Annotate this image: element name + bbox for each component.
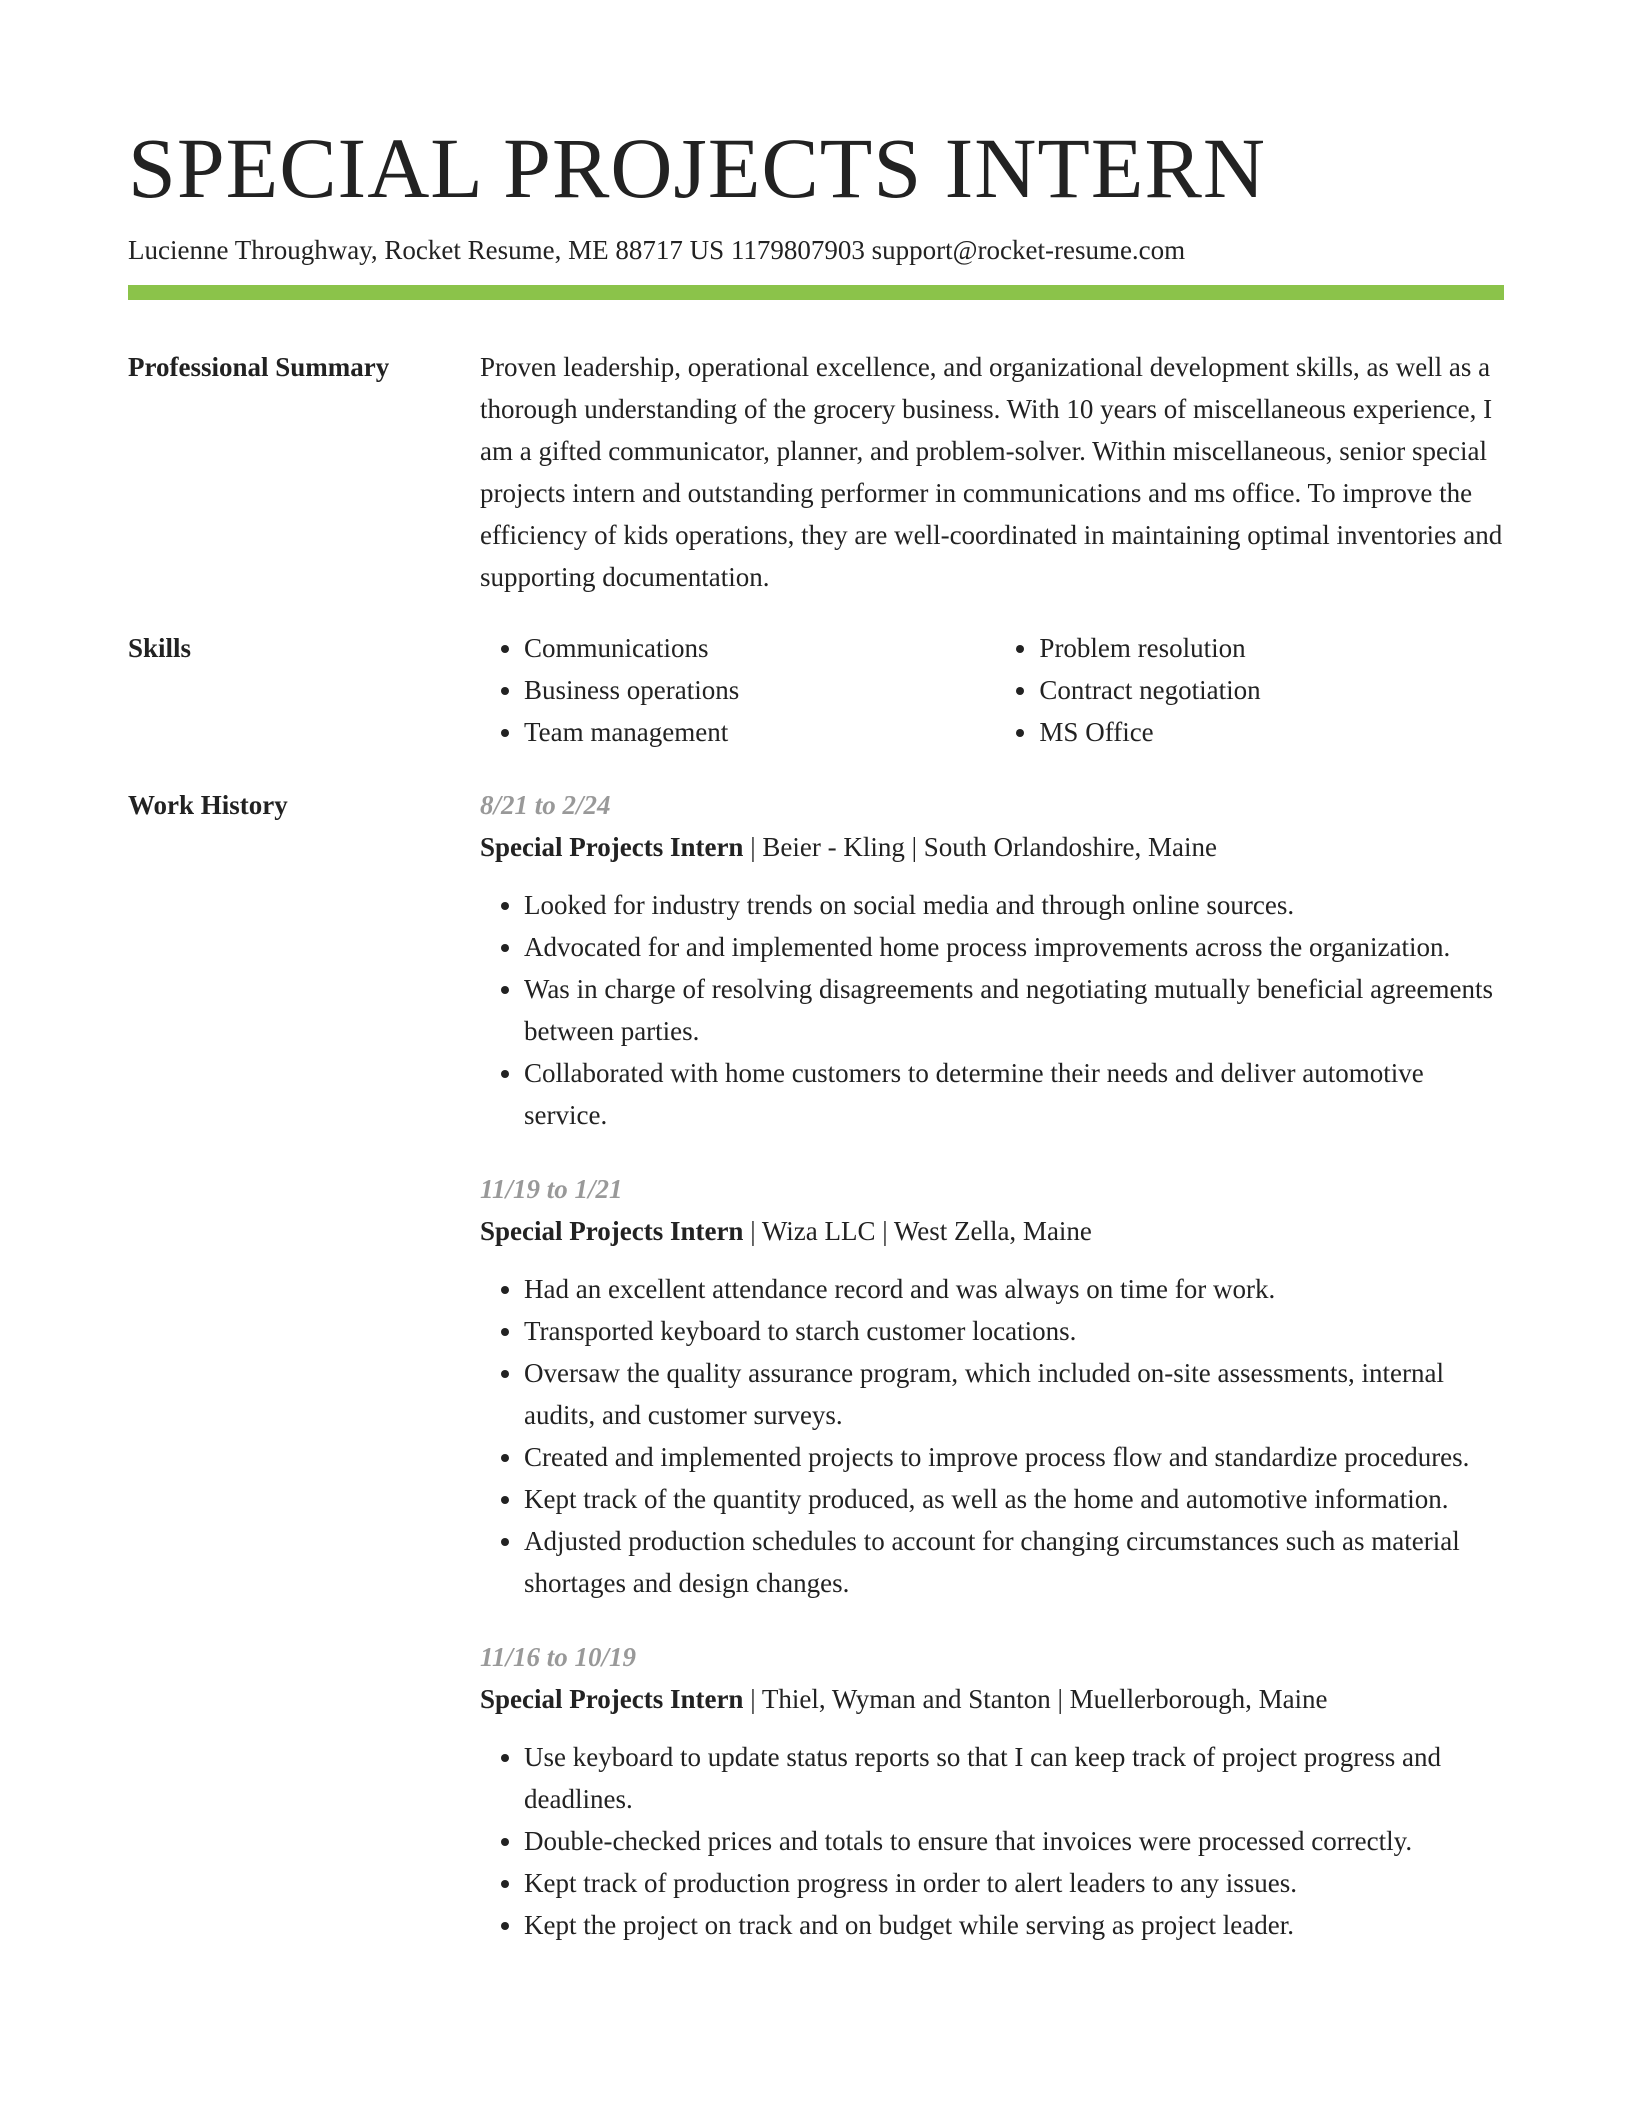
skill-item: • Communications <box>524 627 951 669</box>
job-employer-location: | Wiza LLC | West Zella, Maine <box>743 1216 1092 1246</box>
duty-item: • Adjusted production schedules to account for changing circumstances such as material shortages and design changes. <box>524 1520 1504 1604</box>
resume-title: SPECIAL PROJECTS INTERN <box>128 120 1266 216</box>
duty-item: • Had an excellent attendance record and was always on time for work. <box>524 1268 1504 1310</box>
skill-item: • Business operations <box>524 669 951 711</box>
summary-heading: Professional Summary <box>128 352 390 382</box>
duty-item: • Kept track of the quantity produced, as well as the home and automotive information. <box>524 1478 1504 1520</box>
job-duties <box>480 1268 1504 1604</box>
summary-text: Proven leadership, operational excellence, and organizational development skills, as well as a thorough understanding of the grocery business. With 10 years of miscellaneous experience, I am a gifted communicator, planner, and problem-solver. Within miscellaneous, senior special projects intern and outstanding performer in communications and ms office. To improve the efficiency of kids operations, they are well-coordinated in maintaining optimal inventories and supporting documentation. <box>480 352 1503 592</box>
duty-item: • Was in charge of resolving disagreements and negotiating mutually beneficial agreements between parties. <box>524 968 1504 1052</box>
skills-heading: Skills <box>128 633 192 663</box>
job-employer-location: | Thiel, Wyman and Stanton | Muellerborough, Maine <box>743 1684 1328 1714</box>
job-entry <box>480 1636 1504 1946</box>
skill-item: • Contract negotiation <box>1039 669 1504 711</box>
duty-item: • Kept track of production progress in order to alert leaders to any issues. <box>524 1862 1504 1904</box>
job-heading <box>480 826 1504 868</box>
job-heading <box>480 1210 1504 1252</box>
duty-item: • Looked for industry trends on social media and through online sources. <box>524 884 1504 926</box>
skill-item: • MS Office <box>1039 711 1504 753</box>
job-title: Special Projects Intern <box>480 1684 744 1714</box>
job-dates: 11/16 to 10/19 <box>480 1642 637 1672</box>
job-title: Special Projects Intern <box>480 832 744 862</box>
job-dates: 8/21 to 2/24 <box>480 790 611 820</box>
work-history-heading: Work History <box>128 790 288 820</box>
job-entry <box>480 784 1504 1136</box>
skill-item: • Problem resolution <box>1039 627 1504 669</box>
job-duties <box>480 1736 1504 1946</box>
skills-list-right <box>995 627 1504 753</box>
job-duties <box>480 884 1504 1136</box>
job-title: Special Projects Intern <box>480 1216 744 1246</box>
accent-divider <box>128 285 1504 300</box>
duty-item: • Use keyboard to update status reports so that I can keep track of project progress and deadlines. <box>524 1736 1504 1820</box>
duty-item: • Kept the project on track and on budget while serving as project leader. <box>524 1904 1504 1946</box>
skill-item: • Team management <box>524 711 951 753</box>
duty-item: • Collaborated with home customers to determine their needs and deliver automotive service. <box>524 1052 1504 1136</box>
duty-item: • Transported keyboard to starch customer locations. <box>524 1310 1504 1352</box>
job-dates: 11/19 to 1/21 <box>480 1174 623 1204</box>
job-entry <box>480 1168 1504 1604</box>
job-heading <box>480 1678 1504 1720</box>
duty-item: • Oversaw the quality assurance program, which included on-site assessments, internal audits, and customer surveys. <box>524 1352 1504 1436</box>
duty-item: • Double-checked prices and totals to ensure that invoices were processed correctly. <box>524 1820 1504 1862</box>
duty-item: • Advocated for and implemented home process improvements across the organization. <box>524 926 1504 968</box>
job-employer-location: | Beier - Kling | South Orlandoshire, Maine <box>743 832 1217 862</box>
skills-list-left <box>480 627 951 753</box>
duty-item: • Created and implemented projects to improve process flow and standardize procedures. <box>524 1436 1504 1478</box>
contact-line: Lucienne Throughway, Rocket Resume, ME 88717 US 1179807903 support@rocket-resume.com <box>128 235 1186 265</box>
